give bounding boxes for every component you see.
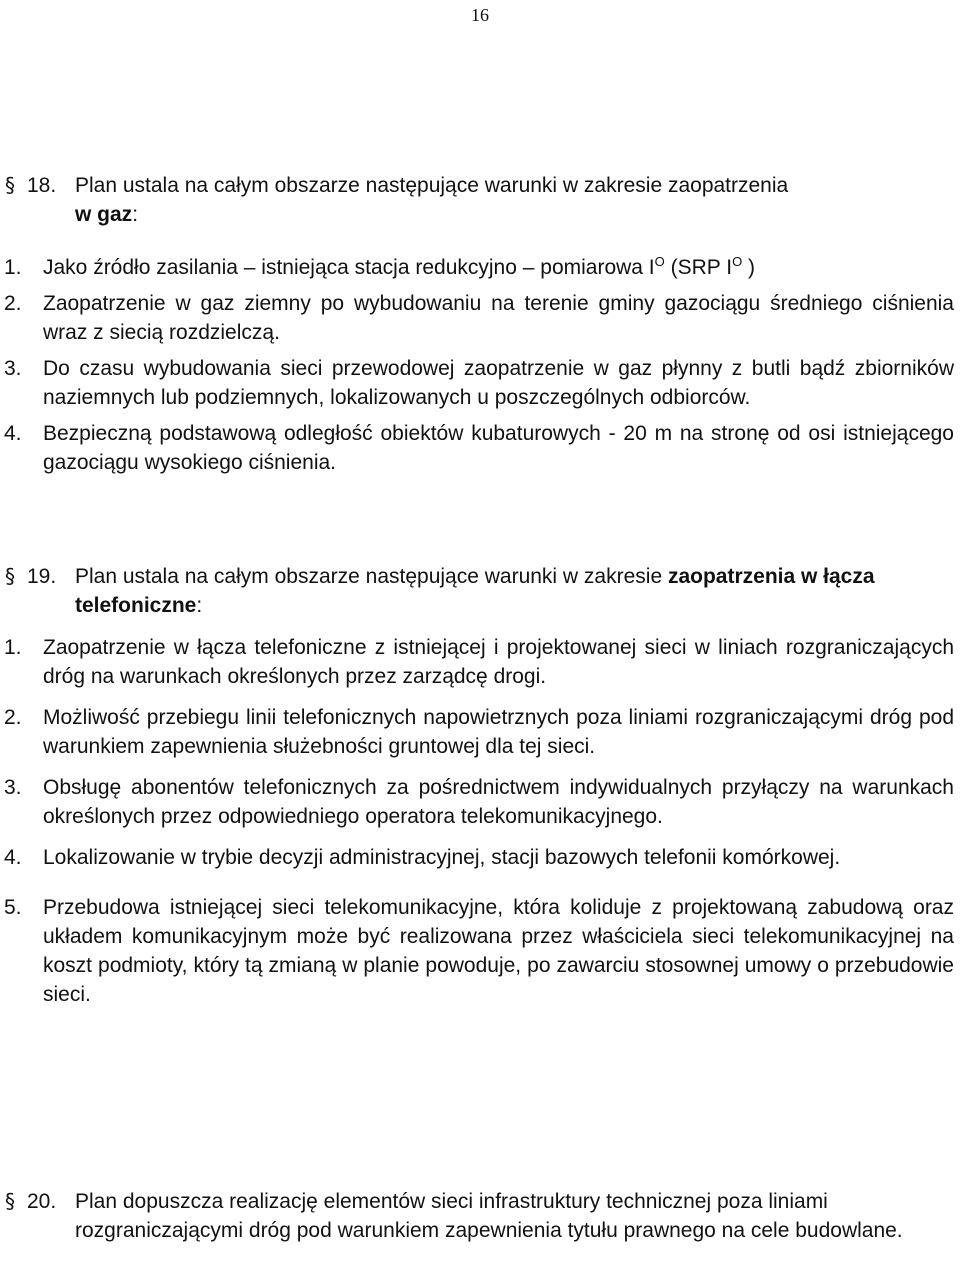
section-20 <box>0 1187 960 1245</box>
item-text: Do czasu wybudowania sieci przewodowej zaopatrzenie w gaz płynny z butli bądź zbiorników naziemnych lub podziemnych, lokalizowanych u poszczególnych odbiorców. <box>43 357 954 409</box>
item-text: Obsługę abonentów telefonicznych za pośrednictwem indywidualnych przyłączy na warunkach określonych przez odpowiedniego operatora telekomunikacyjnego. <box>43 776 954 828</box>
item-text: (SRP I <box>664 256 733 279</box>
item-text: Możliwość przebiegu linii telefonicznych napowietrznych poza liniami rozgraniczającymi dróg pod warunkiem zapewnienia służebności gruntowej dla tej sieci. <box>43 706 954 758</box>
item-number: 2. <box>4 292 22 315</box>
list-item <box>0 419 960 477</box>
list-item <box>0 773 960 831</box>
item-number: 5. <box>4 896 22 919</box>
item-superscript: O <box>732 254 743 269</box>
item-number: 4. <box>4 422 22 445</box>
list-item <box>0 703 960 761</box>
paragraph-symbol: § <box>5 1189 15 1213</box>
section-intro: Plan dopuszcza realizację elementów sieci infrastruktury technicznej poza liniami rozgraniczającymi dróg pod warunkiem zapewnienia tytułu prawnego na cele budowlane. <box>75 1190 903 1242</box>
item-number: 1. <box>4 636 22 659</box>
item-text: Zaopatrzenie w łącza telefoniczne z istniejącej i projektowanej sieci w liniach rozgraniczających dróg na warunkach określonych przez zarządcę drogi. <box>43 636 954 688</box>
item-text: Zaopatrzenie w gaz ziemny po wybudowaniu na terenie gminy gazociągu średniego ciśnienia wraz z siecią rozdzielczą. <box>43 292 954 344</box>
list-item <box>0 253 960 282</box>
list-item <box>0 893 960 1009</box>
section-heading <box>0 1187 960 1245</box>
paragraph-symbol: § <box>5 173 15 197</box>
paragraph-symbol: § <box>5 564 15 588</box>
section-tail: : <box>196 594 203 617</box>
section-bold-topic: zaopatrzenia w łącza telefoniczne <box>75 565 875 617</box>
list-item <box>0 289 960 347</box>
list-item <box>0 843 960 872</box>
section-18 <box>0 171 960 477</box>
section-19 <box>0 562 960 1009</box>
section-intro: Plan ustala na całym obszarze następujące warunki w zakresie zaopatrzenia <box>75 174 789 197</box>
item-text: Przebudowa istniejącej sieci telekomunikacyjne, która koliduje z projektowaną zabudową oraz układem komunikacyjnym może być realizowana przez właściciela sieci telekomunikacyjnej na koszt podmioty, który tą zmianą w planie powoduje, po zawarciu stosownej umowy o przebudowie sieci. <box>43 896 954 1006</box>
section-heading <box>0 562 960 620</box>
item-text: Bezpieczną podstawową odległość obiektów kubaturowych - 20 m na stronę od osi istniejącego gazociągu wysokiego ciśnienia. <box>43 422 954 474</box>
item-number: 2. <box>4 706 22 729</box>
item-text: ) <box>742 256 756 279</box>
item-number: 4. <box>4 846 22 869</box>
section-number: 20. <box>27 1190 57 1213</box>
section-bold-topic: w gaz <box>75 203 133 226</box>
section-number: 19. <box>27 565 57 588</box>
item-number: 1. <box>4 256 22 279</box>
item-superscript: O <box>654 254 665 269</box>
section-tail: : <box>132 203 139 226</box>
item-number: 3. <box>4 357 22 380</box>
item-text: Jako źródło zasilania – istniejąca stacja redukcyjno – pomiarowa I <box>43 256 655 279</box>
list-item <box>0 354 960 412</box>
section-number: 18. <box>27 174 57 197</box>
page-number: 16 <box>471 5 489 25</box>
section-intro: Plan ustala na całym obszarze następujące warunki w zakresie <box>75 565 668 588</box>
section-heading <box>0 171 960 229</box>
item-text: Lokalizowanie w trybie decyzji administracyjnej, stacji bazowych telefonii komórkowej. <box>43 846 841 869</box>
list-item <box>0 633 960 691</box>
item-number: 3. <box>4 776 22 799</box>
